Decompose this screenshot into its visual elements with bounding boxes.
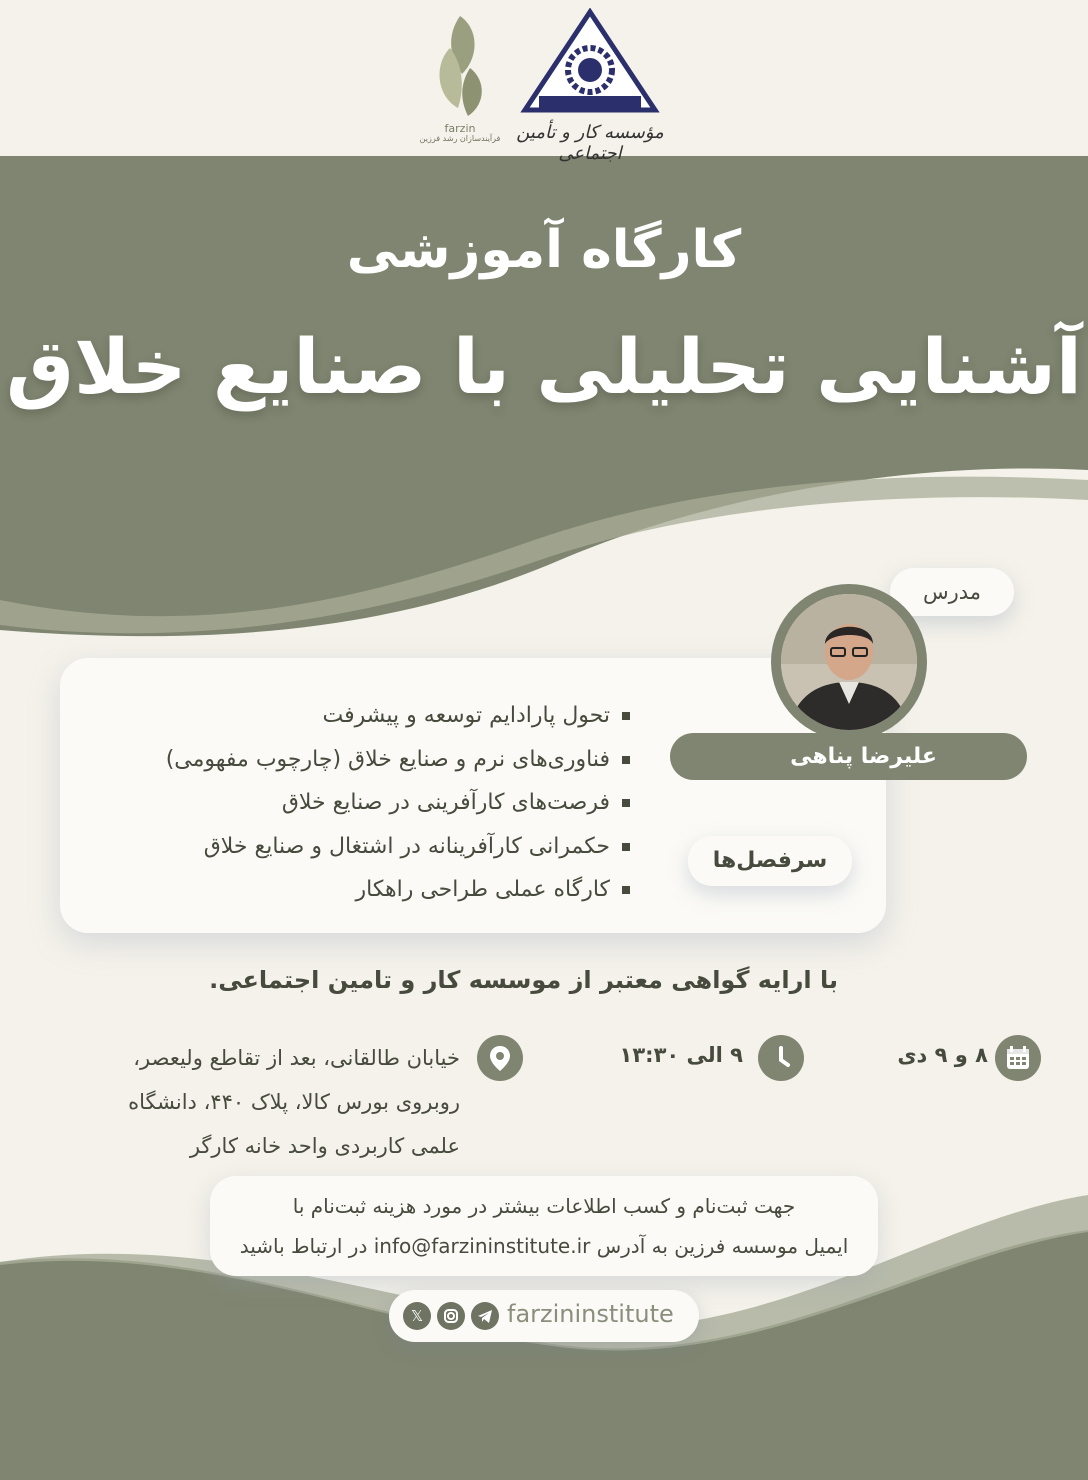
bullet-icon: [622, 886, 630, 894]
bullet-icon: [622, 843, 630, 851]
instructor-name: علیرضا پناهی: [670, 733, 1027, 780]
telegram-icon[interactable]: [471, 1302, 499, 1330]
contact-line-2[interactable]: ایمیل موسسه فرزین به آدرس info@farzininstitute.ir در ارتباط باشید: [239, 1234, 849, 1258]
instagram-icon[interactable]: [437, 1302, 465, 1330]
event-date: ۸ و ۹ دی: [897, 1043, 988, 1067]
social-handle[interactable]: farzininstitute: [507, 1300, 674, 1328]
topics-list: [70, 694, 630, 912]
location-pin-icon: [477, 1035, 523, 1081]
topic-item: فرصت‌های کارآفرینی در صنایع خلاق: [70, 781, 630, 825]
bullet-icon: [622, 799, 630, 807]
farzin-logo: [420, 8, 500, 153]
event-time: ۹ الی ۱۳:۳۰: [619, 1043, 743, 1067]
workshop-title: آشنایی تحلیلی با صنایع خلاق: [6, 322, 1082, 411]
ministry-emblem-icon: [515, 8, 665, 120]
bullet-icon: [622, 712, 630, 720]
topic-item: کارگاه عملی طراحی راهکار: [70, 868, 630, 912]
ministry-logo: [515, 8, 665, 164]
instructor-label: مدرس: [890, 568, 1014, 616]
address-line: خیابان طالقانی، بعد از تقاطع ولیعصر،: [133, 1046, 460, 1070]
farzin-logo-text: farzin: [444, 122, 476, 135]
bullet-icon: [622, 756, 630, 764]
social-bar: [389, 1290, 699, 1342]
event-address: [40, 1036, 460, 1168]
contact-box: [210, 1176, 878, 1276]
topics-label: سرفصل‌ها: [688, 836, 852, 886]
ministry-logo-caption: مؤسسه کار و تأمین اجتماعی: [516, 122, 664, 164]
topic-item: فناوری‌های نرم و صنایع خلاق (چارچوب مفهومی): [70, 738, 630, 782]
clock-icon: [758, 1035, 804, 1081]
farzin-leaf-icon: [420, 8, 500, 148]
topic-item: تحول پارادایم توسعه و پیشرفت: [70, 694, 630, 738]
address-line: روبروی بورس کالا، پلاک ۴۴۰، دانشگاه: [128, 1090, 460, 1114]
address-line: علمی کاربردی واحد خانه کارگر: [189, 1134, 460, 1158]
instructor-photo: [781, 594, 917, 730]
workshop-subtitle: کارگاه آموزشی: [346, 220, 742, 280]
calendar-icon: [995, 1035, 1041, 1081]
instructor-avatar: [771, 584, 927, 740]
contact-line-1: جهت ثبت‌نام و کسب اطلاعات بیشتر در مورد هزینه ثبت‌نام با: [292, 1194, 796, 1218]
certificate-note: با ارایه گواهی معتبر از موسسه کار و تامین اجتماعی.: [209, 966, 838, 994]
x-icon[interactable]: 𝕏: [403, 1302, 431, 1330]
farzin-logo-caption: فرآیندسازان رشد فرزین: [419, 134, 501, 143]
topic-item: حکمرانی کارآفرینانه در اشتغال و صنایع خلاق: [70, 825, 630, 869]
